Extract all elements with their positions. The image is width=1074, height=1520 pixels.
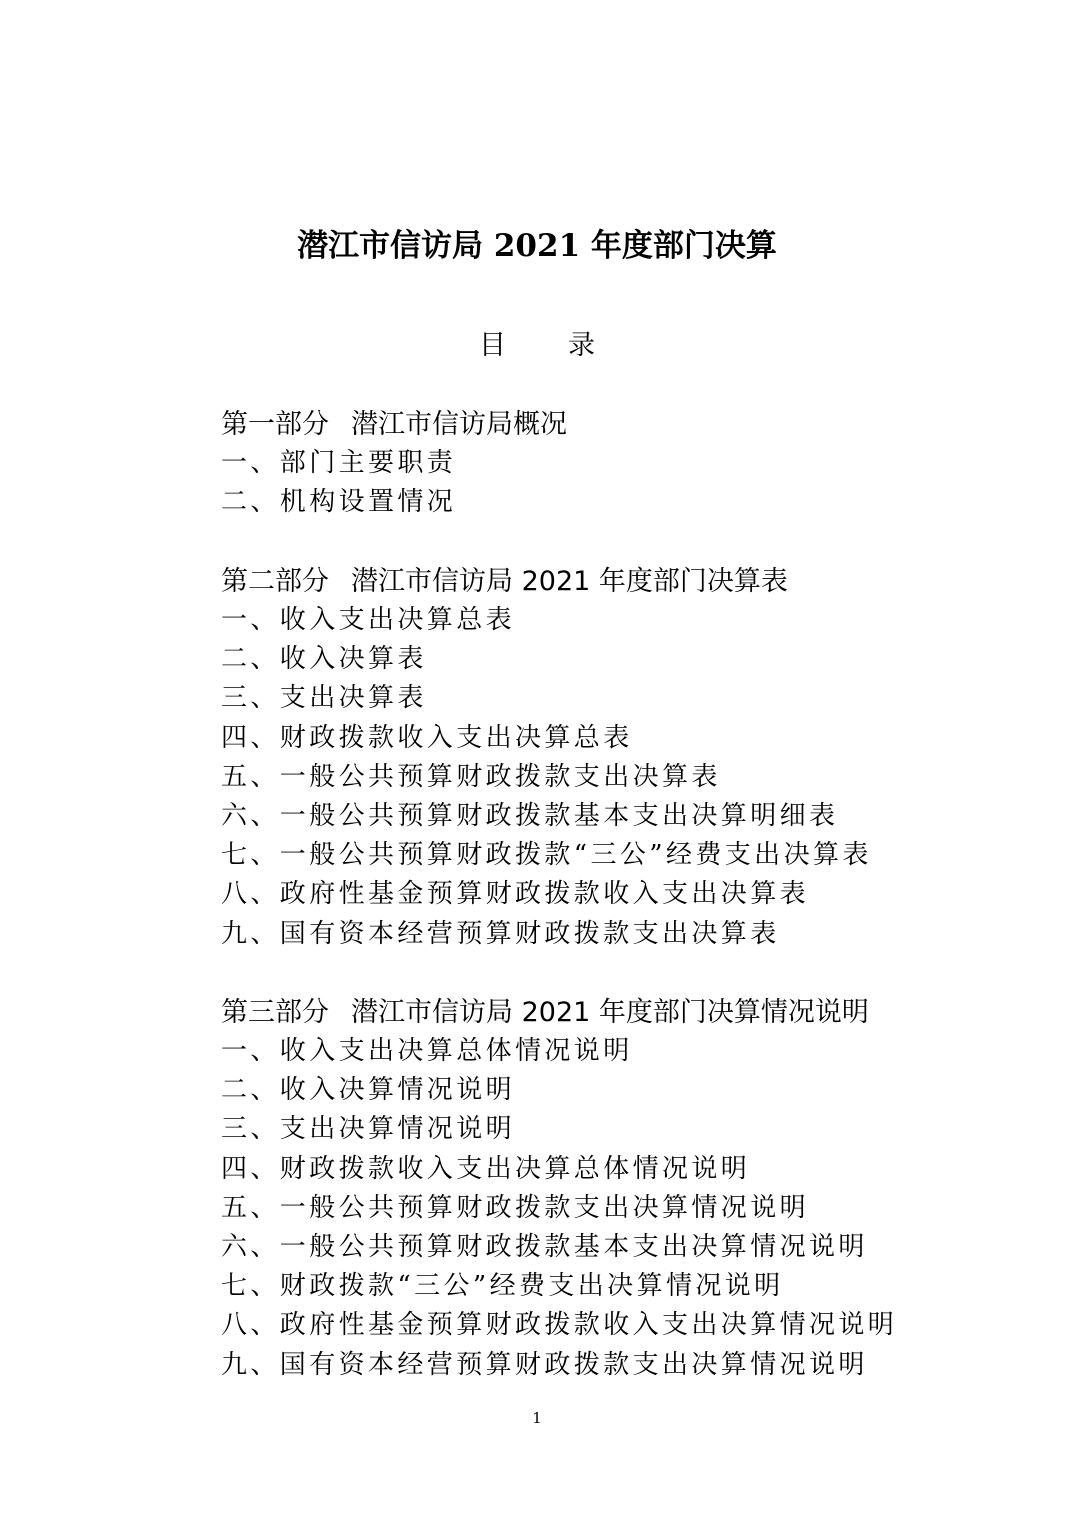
toc-item: 五、一般公共预算财政拨款支出决算情况说明 xyxy=(221,1192,810,1223)
toc-item: 八、政府性基金预算财政拨款收入支出决算情况说明 xyxy=(221,1310,898,1341)
toc-item: 一、部门主要职责 xyxy=(221,448,457,478)
section-title-text: 潜江市信访局 2021 年度部门决算情况说明 xyxy=(351,997,869,1028)
toc-item: 二、机构设置情况 xyxy=(221,487,457,518)
toc-item: 七、财政拨款“三公”经费支出决算情况说明 xyxy=(221,1271,784,1302)
toc-item: 二、收入决算情况说明 xyxy=(221,1075,516,1106)
toc-item: 三、支出决算情况说明 xyxy=(221,1114,516,1145)
toc-heading-char-2: 录 xyxy=(568,330,595,361)
toc-heading xyxy=(0,324,1074,368)
toc-item: 五、一般公共预算财政拨款支出决算表 xyxy=(221,761,721,792)
toc-heading-char-1: 目 xyxy=(479,330,506,361)
toc-item: 三、支出决算表 xyxy=(221,683,427,714)
toc-item: 九、国有资本经营预算财政拨款支出决算情况说明 xyxy=(221,1349,868,1380)
section-part-label: 第一部分 xyxy=(221,409,329,440)
page-number: 1 xyxy=(532,1409,542,1427)
toc-item: 九、国有资本经营预算财政拨款支出决算表 xyxy=(221,918,780,949)
section-part-label: 第二部分 xyxy=(221,566,329,597)
toc-item: 一、收入支出决算总表 xyxy=(221,605,516,635)
toc-item: 四、财政拨款收入支出决算总体情况说明 xyxy=(221,1153,751,1184)
section-part-label: 第三部分 xyxy=(221,997,329,1028)
toc-section-part-3 xyxy=(221,993,1021,1385)
page-title: 潜江市信访局 2021 年度部门决算 xyxy=(297,228,777,264)
toc-item: 四、财政拨款收入支出决算总表 xyxy=(221,722,633,753)
toc-item: 六、一般公共预算财政拨款基本支出决算情况说明 xyxy=(221,1231,868,1262)
section-title-text: 潜江市信访局 2021 年度部门决算表 xyxy=(351,566,788,597)
toc-item: 七、一般公共预算财政拨款“三公”经费支出决算表 xyxy=(221,840,872,871)
toc-section-part-2 xyxy=(221,562,1021,954)
section-title-text: 潜江市信访局概况 xyxy=(351,409,567,440)
section-title xyxy=(221,562,1021,601)
section-title xyxy=(221,993,1021,1032)
section-title xyxy=(221,405,1021,444)
toc-section-part-1 xyxy=(221,405,1021,522)
toc-item: 一、收入支出决算总体情况说明 xyxy=(221,1036,633,1066)
toc-item: 六、一般公共预算财政拨款基本支出决算明细表 xyxy=(221,800,839,831)
toc-item: 八、政府性基金预算财政拨款收入支出决算表 xyxy=(221,879,810,910)
toc-item: 二、收入决算表 xyxy=(221,644,427,675)
